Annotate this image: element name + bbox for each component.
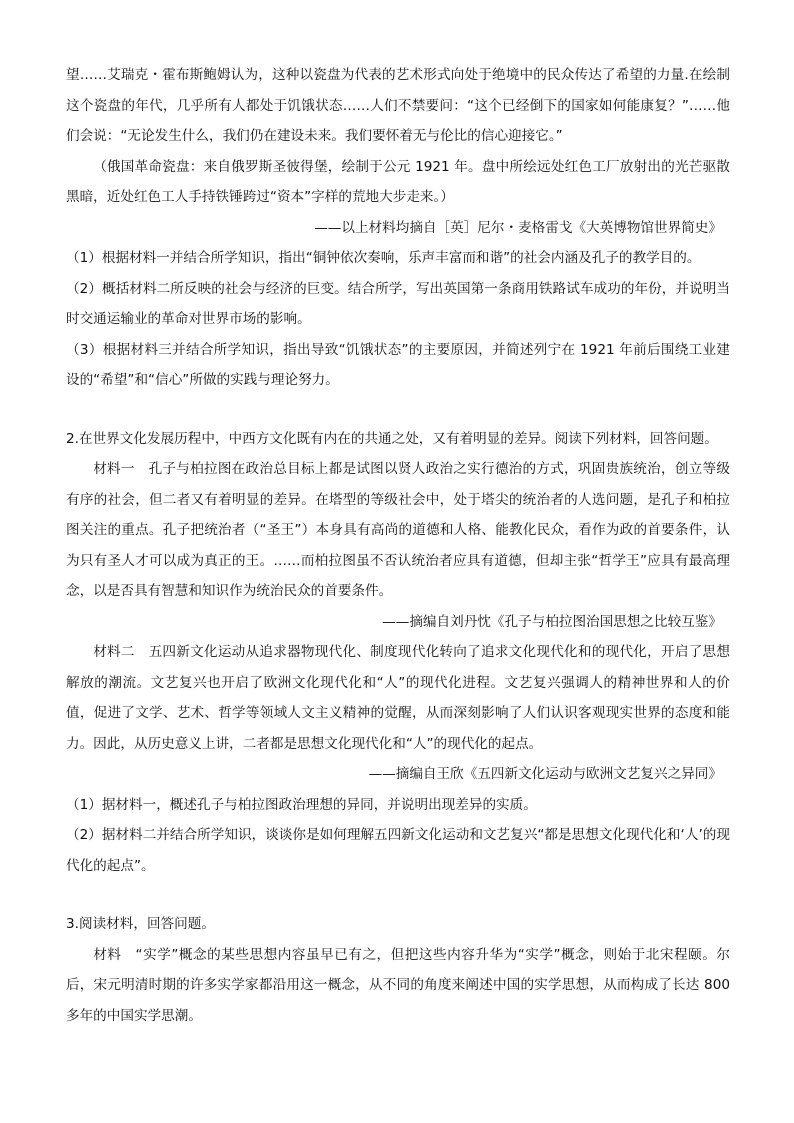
paragraph-continued: 望……艾瑞克・霍布斯鲍姆认为，这种以瓷盘为代表的艺术形式向处于绝境中的民众传达了希望的力量.在绘制这个瓷盘的年代，几乎所有人都处于饥饿状态……人们不禁要问：“这个已经倒下的国家如何能康复？”……他们会说：“无论发生什么，我们仍在建设未来。我们要怀着无与伦比的信心迎接它。”	[66, 67, 730, 144]
material-2-1: 材料一 孔子与柏拉图在政治总目标上都是试图以贤人政治之实行德治的方式，巩固贵族统治，创立等级有序的社会，但二者又有着明显的差异。在塔型的等级社会中，处于塔尖的统治者的人选问题，是孔子和柏拉图关注的重点。孔子把统治者（“圣王”）本身具有高尚的道德和人格、能教化民众，看作为政的首要条件，认为只有圣人才可以成为真正的王。……而柏拉图虽不否认统治者应具有道德，但却主张“哲学王”应具有最高理念，以是否具有智慧和知识作为统治民众的首要条件。	[66, 461, 730, 599]
material-2-2: 材料二 五四新文化运动从追求器物现代化、制度现代化转向了追求文化现代化和的现代化，开启了思想解放的潮流。文艺复兴也开启了欧洲文化现代化和“人”的现代化进程。文艺复兴强调人的精神世界和人的价值，促进了文学、艺术、哲学等领域人文主义精神的觉醒，从而深刻影响了人们认识客观现实世界的态度和能力。因此，从历史意义上讲，二者都是思想文化现代化和“人”的现代化的起点。	[66, 644, 730, 752]
plate-caption: （俄国革命瓷盘：来自俄罗斯圣彼得堡，绘制于公元 1921 年。盘中所绘远处红色工厂放射出的光芒驱散黑暗，近处红色工人手持铁锤跨过“资本”字样的荒地大步走来。）	[66, 158, 730, 205]
question-2-1: （1）据材料一，概述孔子与柏拉图政治理想的异同，并说明出现差异的实质。	[66, 796, 537, 813]
source-citation-2-2: ——摘编自王欣《五四新文化运动与欧洲文艺复兴之异同》	[368, 766, 722, 782]
source-citation-2-1: ——摘编自刘丹忱《孔子与柏拉图治国思想之比较互鉴》	[382, 613, 722, 630]
question-1-2: （2）概括材料二所反映的社会与经济的巨变。结合所学，写出英国第一条商用铁路试车成功的年份，并说明当时交通运输业的革命对世界市场的影响。	[66, 280, 730, 327]
question-3-heading: 3.阅读材料，回答问题。	[66, 916, 215, 932]
material-3: 材料 “实学”概念的某些思想内容虽早已有之，但把这些内容升华为“实学”概念，则始于北宋程颐。尔后，宋元明清时期的许多实学家都沿用这一概念，从不同的角度来阐述中国的实学思想，从而构成了长达 800 多年的中国实学思潮。	[66, 946, 730, 1024]
question-1-1: （1）根据材料一并结合所学知识，指出“铜钟依次奏响，乐声丰富而和谐”的社会内涵及孔子的教学目的。	[66, 250, 701, 266]
question-1-3: （3）根据材料三并结合所学知识，指出导致“饥饿状态”的主要原因，并简述列宁在 1921 年前后围绕工业建设的“希望”和“信心”所做的实践与理论努力。	[66, 341, 730, 388]
source-citation: ——以上材料均摘自［英］尼尔・麦格雷戈《大英博物馆世界简史》	[314, 219, 722, 236]
spacer	[66, 396, 730, 424]
question-2-2: （2）据材料二并结合所学知识，谈谈你是如何理解五四新文化运动和文艺复兴“都是思想文化现代化和‘人’的现代化的起点”。	[66, 827, 730, 874]
spacer	[66, 881, 730, 909]
question-2-heading: 2.在世界文化发展历程中，中西方文化既有内在的共通之处，又有着明显的差异。阅读下列材料，回答问题。	[66, 430, 718, 447]
